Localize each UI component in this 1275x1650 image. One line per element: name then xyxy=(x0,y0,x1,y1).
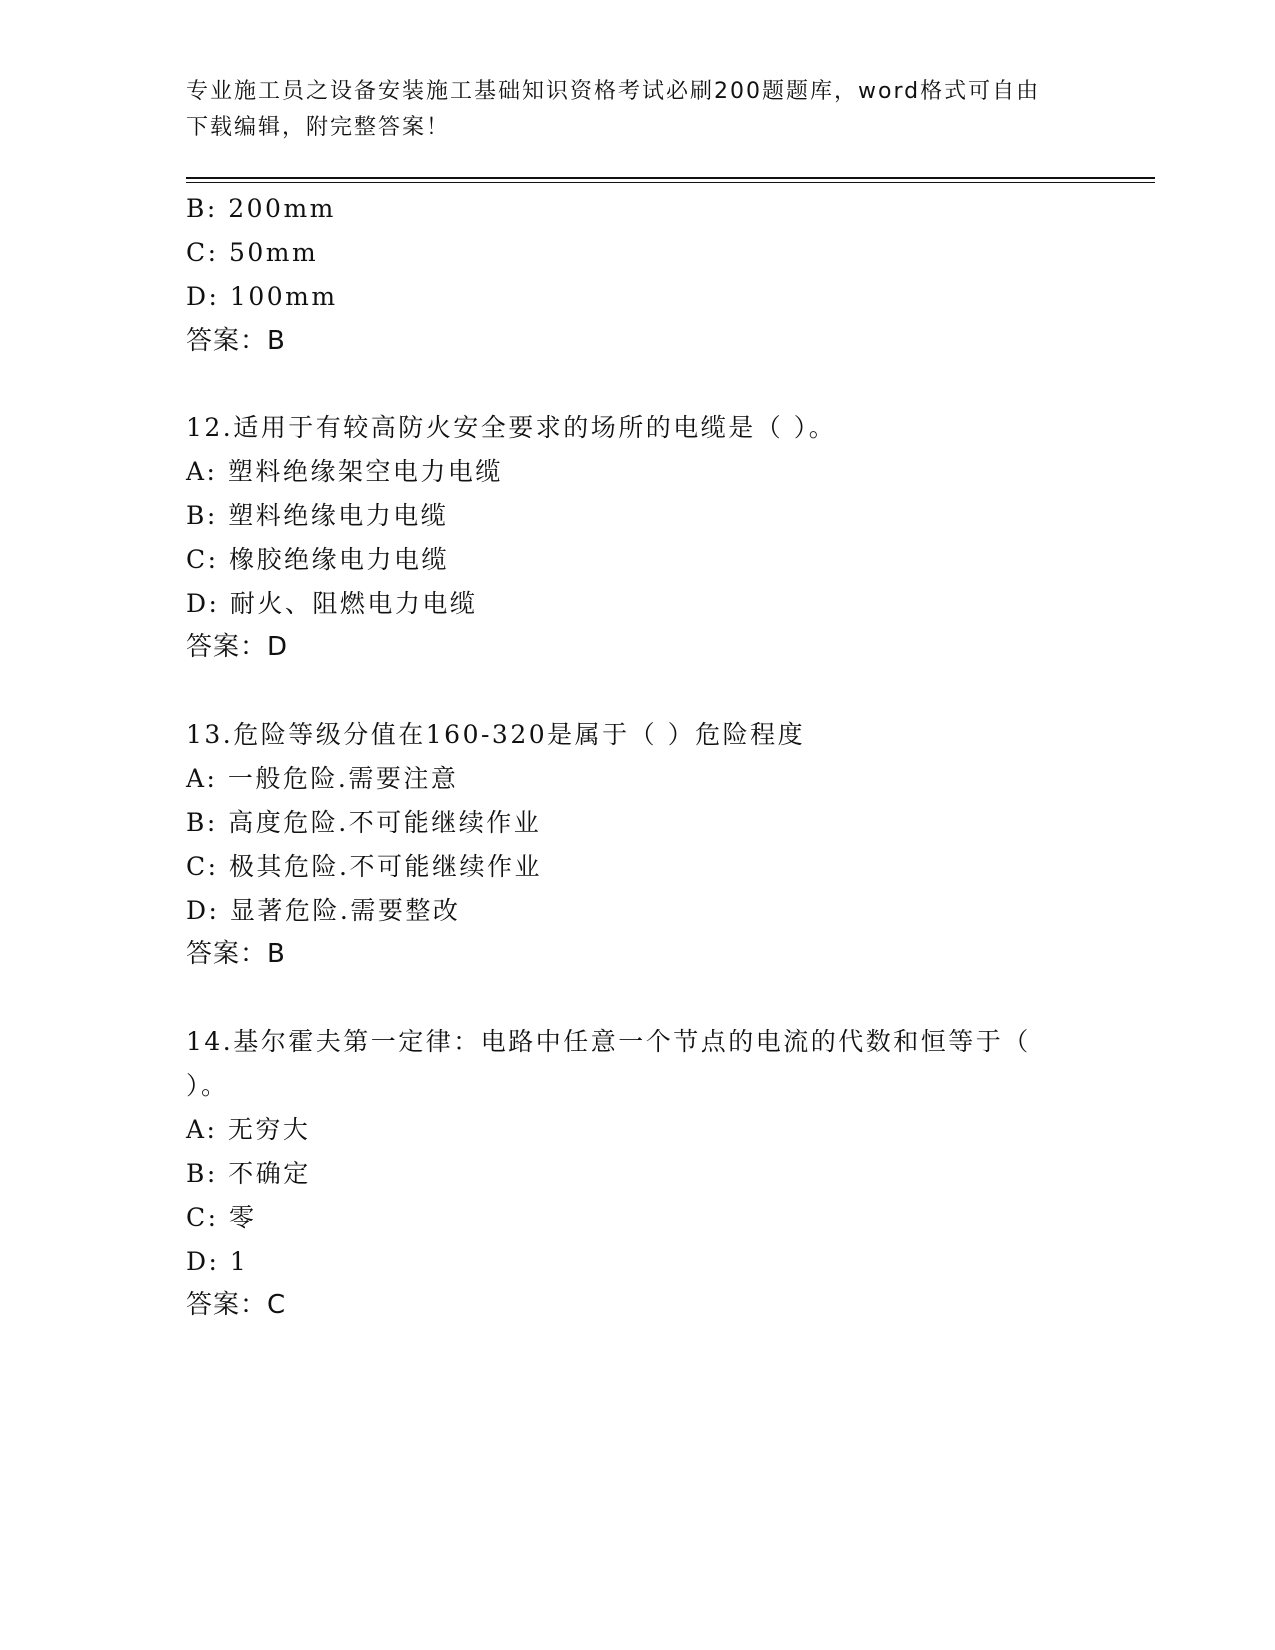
q12-answer: 答案：D xyxy=(186,632,289,662)
q14-option-b: B: 不确定 xyxy=(186,1159,311,1188)
q14-answer: 答案：C xyxy=(186,1290,287,1320)
header-title-line-1: 专业施工员之设备安装施工基础知识资格考试必刷200题题库，word格式可自由 xyxy=(186,79,1041,104)
q12-question: 12.适用于有较高防火安全要求的场所的电缆是（ ）。 xyxy=(186,413,837,442)
q12-option-a: A: 塑料绝缘架空电力电缆 xyxy=(186,457,503,486)
q13-question: 13.危险等级分值在160-320是属于（ ）危险程度 xyxy=(186,720,806,749)
q14-question-line-2: ）。 xyxy=(186,1071,229,1100)
q14-question-line-1: 14.基尔霍夫第一定律：电路中任意一个节点的电流的代数和恒等于（ xyxy=(186,1027,1031,1056)
q13-option-c: C: 极其危险.不可能继续作业 xyxy=(186,852,542,881)
q13-answer: 答案：B xyxy=(186,939,286,969)
q12-option-d: D: 耐火、阻燃电力电缆 xyxy=(186,589,478,618)
header-title-line-2: 下载编辑，附完整答案！ xyxy=(186,115,451,140)
q11-option-b: B: 200mm xyxy=(186,194,336,223)
q13-option-b: B: 高度危险.不可能继续作业 xyxy=(186,808,542,837)
q14-option-a: A: 无穷大 xyxy=(186,1115,311,1144)
q14-option-c: C: 零 xyxy=(186,1203,257,1232)
q12-option-b: B: 塑料绝缘电力电缆 xyxy=(186,501,449,530)
document-header xyxy=(186,74,1066,146)
q13-option-d: D: 显著危险.需要整改 xyxy=(186,896,461,925)
q12-option-c: C: 橡胶绝缘电力电缆 xyxy=(186,545,449,574)
q11-option-d: D: 100mm xyxy=(186,282,338,311)
header-divider-thick xyxy=(186,177,1155,179)
q11-option-c: C: 50mm xyxy=(186,238,319,267)
q13-option-a: A: 一般危险.需要注意 xyxy=(186,764,459,793)
q11-answer: 答案：B xyxy=(186,326,286,356)
header-divider-thin xyxy=(186,182,1155,183)
q14-option-d: D: 1 xyxy=(186,1247,249,1276)
